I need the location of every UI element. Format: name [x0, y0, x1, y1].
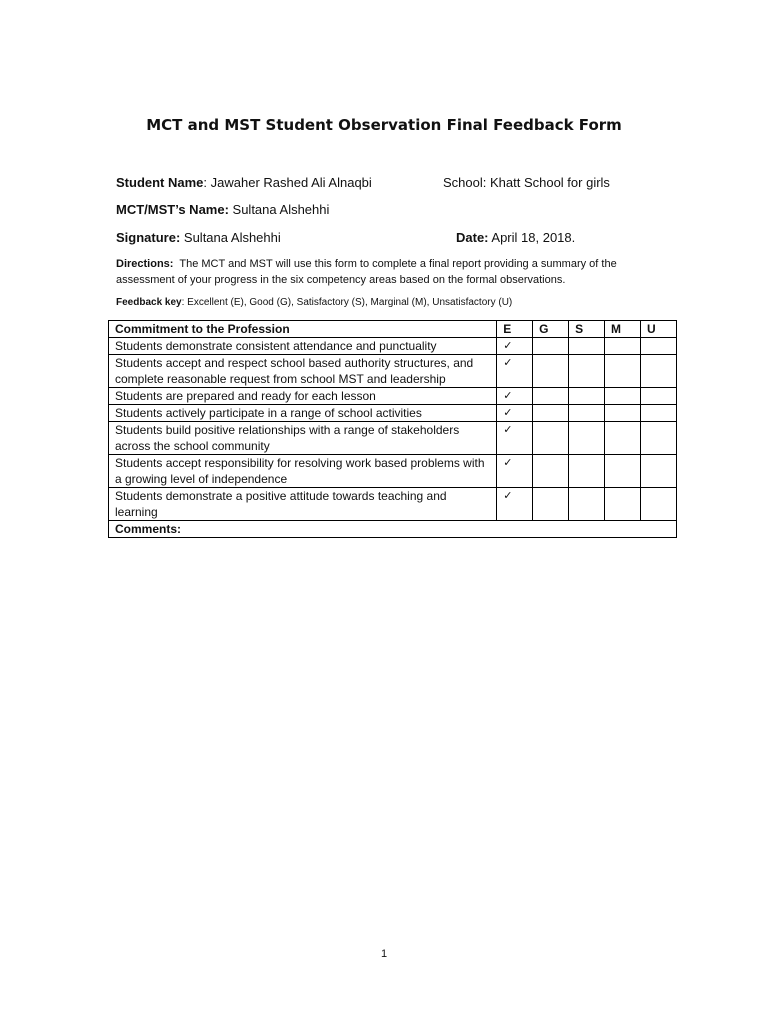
- rubric-header-title: Commitment to the Profession: [109, 321, 497, 338]
- rating-cell-s: [569, 422, 605, 455]
- rating-cell-m: [605, 388, 641, 405]
- rating-header-s: S: [569, 321, 605, 338]
- criterion-text: Students accept responsibility for resolving work based problems with a growing level of independence: [109, 455, 497, 488]
- rating-cell-g: [533, 488, 569, 521]
- rating-cell-g: [533, 422, 569, 455]
- rating-cell-g: [533, 355, 569, 388]
- checkmark-icon: ✓: [503, 357, 513, 369]
- rating-header-m: M: [605, 321, 641, 338]
- table-row: [109, 422, 677, 455]
- rating-cell-g: [533, 405, 569, 422]
- school-line: [443, 175, 610, 190]
- comments-row: [109, 521, 677, 538]
- rating-cell-s: [569, 455, 605, 488]
- rating-cell-m: [605, 405, 641, 422]
- school-label: School:: [443, 175, 490, 190]
- checkmark-icon: ✓: [503, 407, 513, 419]
- comments-label: Comments:: [109, 521, 677, 538]
- rating-cell-g: [533, 455, 569, 488]
- rating-cell-u: [641, 388, 677, 405]
- rating-cell-m: [605, 338, 641, 355]
- checkmark-icon: ✓: [503, 457, 513, 469]
- directions: [116, 256, 676, 288]
- form-title: MCT and MST Student Observation Final Feedback Form: [146, 116, 622, 134]
- rating-cell-e: [497, 388, 533, 405]
- date-line: [456, 230, 575, 245]
- rating-cell-g: [533, 388, 569, 405]
- table-row: [109, 355, 677, 388]
- mct-name-line: [116, 202, 329, 217]
- rating-cell-g: [533, 338, 569, 355]
- rating-cell-u: [641, 338, 677, 355]
- page-number: 1: [380, 948, 388, 960]
- signature-value: Sultana Alshehhi: [180, 230, 281, 245]
- rating-cell-m: [605, 355, 641, 388]
- rating-cell-e: [497, 455, 533, 488]
- rating-cell-m: [605, 488, 641, 521]
- rating-cell-u: [641, 422, 677, 455]
- criterion-text: Students are prepared and ready for each lesson: [109, 388, 497, 405]
- date-value: April 18, 2018.: [488, 230, 576, 245]
- criterion-text: Students demonstrate consistent attendance and punctuality: [109, 338, 497, 355]
- table-row: [109, 338, 677, 355]
- table-row: [109, 455, 677, 488]
- rating-cell-s: [569, 488, 605, 521]
- rating-cell-u: [641, 355, 677, 388]
- rating-cell-u: [641, 488, 677, 521]
- rating-header-u: U: [641, 321, 677, 338]
- rating-cell-u: [641, 405, 677, 422]
- table-row: [109, 388, 677, 405]
- rating-cell-u: [641, 455, 677, 488]
- rating-cell-e: [497, 422, 533, 455]
- rubric-header-row: [109, 321, 677, 338]
- table-row: [109, 488, 677, 521]
- rating-cell-e: [497, 338, 533, 355]
- date-label: Date:: [456, 230, 489, 245]
- criterion-text: Students build positive relationships with a range of stakeholders across the school community: [109, 422, 497, 455]
- rating-cell-s: [569, 405, 605, 422]
- feedback-key-label: Feedback key: [116, 297, 182, 308]
- checkmark-icon: ✓: [503, 340, 513, 352]
- directions-text: The MCT and MST will use this form to complete a final report providing a summary of the assessment of your progress in the six competency areas based on the formal observations.: [116, 258, 620, 286]
- mct-name-label: MCT/MST’s Name:: [116, 202, 229, 217]
- rating-cell-e: [497, 405, 533, 422]
- checkmark-icon: ✓: [503, 390, 513, 402]
- rating-header-e: E: [497, 321, 533, 338]
- student-name-label: Student Name: [116, 175, 204, 190]
- rating-cell-m: [605, 455, 641, 488]
- checkmark-icon: ✓: [503, 424, 513, 436]
- rating-cell-e: [497, 355, 533, 388]
- feedback-key: [116, 297, 512, 308]
- signature-line: [116, 230, 281, 245]
- checkmark-icon: ✓: [503, 490, 513, 502]
- rating-header-g: G: [533, 321, 569, 338]
- rating-cell-s: [569, 355, 605, 388]
- mct-name-value: Sultana Alshehhi: [228, 202, 330, 217]
- student-name-value: : Jawaher Rashed Ali Alnaqbi: [203, 175, 372, 190]
- directions-label: Directions:: [116, 258, 174, 270]
- rubric-table: [108, 320, 677, 538]
- criterion-text: Students accept and respect school based authority structures, and complete reasonable request from school MST and leadership: [109, 355, 497, 388]
- rating-cell-e: [497, 488, 533, 521]
- feedback-key-text: : Excellent (E), Good (G), Satisfactory (S), Marginal (M), Unsatisfactory (U): [181, 297, 513, 308]
- rating-cell-s: [569, 388, 605, 405]
- rating-cell-m: [605, 422, 641, 455]
- school-value: Khatt School for girls: [489, 175, 610, 190]
- criterion-text: Students actively participate in a range of school activities: [109, 405, 497, 422]
- table-row: [109, 405, 677, 422]
- signature-label: Signature:: [116, 230, 181, 245]
- rating-cell-s: [569, 338, 605, 355]
- student-name-line: [116, 175, 372, 190]
- criterion-text: Students demonstrate a positive attitude towards teaching and learning: [109, 488, 497, 521]
